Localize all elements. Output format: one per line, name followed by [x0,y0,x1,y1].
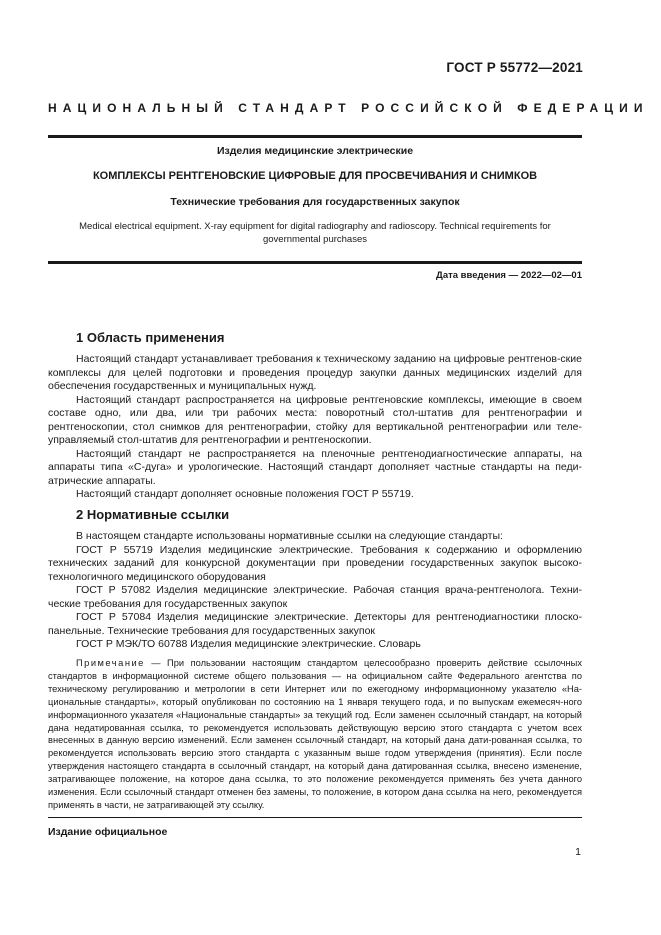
paragraph: Настоящий стандарт дополняет основные положения ГОСТ Р 55719. [76,488,414,500]
note-block [48,657,582,812]
paragraph: В настоящем стандарте использованы нормативные ссылки на следующие стандарты: [76,530,503,542]
section-1-heading: 1 Область применения [76,330,225,345]
paragraph: Настоящий стандарт распространяется на цифровые рентгеновские комплексы, имеющие в своем составе одно, или два, или три рабочих места: поворотный стол-штатив для рентгенографии и рентгеноскопии, стол снимков для рентгенографии, стойку для вертикальной рентгенографии или теле-управляемый стол-штатив для рентгенографии и рентгеноскопии. [48,393,582,446]
footer-divider [48,817,582,818]
section-2-body [48,530,582,652]
english-title-line2: governmental purchases [262,234,368,245]
reference-item: ГОСТ Р 57084 Изделия медицинские электрические. Детекторы для рентгенодиагностики плоско-панельные. Технические требования для государственных закупок [48,611,582,637]
section-2-heading: 2 Нормативные ссылки [76,507,230,522]
english-title-line1: Medical electrical equipment. X-ray equipment for digital radiography and radioscopy. Technical requirements for [79,221,551,232]
reference-item: ГОСТ Р МЭК/ТО 60788 Изделия медицинские электрические. Словарь [76,638,421,650]
gost-number: ГОСТ Р 55772—2021 [446,60,583,75]
reference-item: ГОСТ Р 57082 Изделия медицинские электрические. Рабочая станция врача-рентгенолога. Техни-ческие требования для государственных закупок [48,584,582,610]
note-text: — При пользовании настоящим стандартом целесообразно проверить действие ссылочных стандартов в информационной системе общего пользования — на официальном сайте Федерального агентства по техническому регулированию и метрологии в сети Интернет или по ежегодному информационному указателю «На-циональные стандарты», который опубликован по состоянию на 1 января текущего года, и по выпускам ежемесяч-ного информационного указателя «Национальные стандарты» за текущий год. Если заменен ссылочный стандарт, на который дана недатированная ссылка, то рекомендуется использовать действующую версию этого стандарта с учетом всех внесенных в данную версию изменений. Если заменен ссылочный стандарт, на который дана дати-рованная ссылка, то рекомендуется использовать версию этого стандарта с указанным выше годом утверждения (принятия). Если после утверждения настоящего стандарта в ссылочный стандарт, на который дана датированная ссылка, внесено изменение, затрагивающее положение, на которое дана ссылка, то это положение рекомендуется применять без учета данного изменения. Если ссылочный стандарт отменен без замены, то положение, в котором дана ссылка на него, рекомендуется применять в части, не затрагивающей эту ссылку. [48,658,582,810]
note-label: Примечание [76,658,145,668]
document-title: КОМПЛЕКСЫ РЕНТГЕНОВСКИЕ ЦИФРОВЫЕ ДЛЯ ПРОСВЕЧИВАНИЯ И СНИМКОВ [92,170,538,182]
section-1-body [48,353,582,502]
official-edition-label: Издание официальное [48,826,168,838]
page-number: 1 [575,846,581,858]
note-paragraph [48,657,582,812]
paragraph: Настоящий стандарт не распространяется на пленочные рентгенодиагностические аппараты, на аппараты типа «С-дуга» и урологические. Настоящий стандарт дополняет частные стандарты на педи-атрические аппараты. [48,447,582,487]
reference-item: ГОСТ Р 55719 Изделия медицинские электрические. Требования к содержанию и оформлению технических заданий для конкурсной документации при проведении государственных закупок высоко-технологичного медицинского оборудования [48,543,582,583]
title-subtitle: Технические требования для государственных закупок [170,196,460,208]
introduction-date: Дата введения — 2022—02—01 [436,270,582,281]
national-standard-banner: НАЦИОНАЛЬНЫЙ СТАНДАРТ РОССИЙСКОЙ ФЕДЕРАЦИИ [48,101,649,115]
title-category: Изделия медицинские электрические [216,145,414,157]
english-title [48,220,582,246]
paragraph: Настоящий стандарт устанавливает требования к техническому заданию на цифровые рентгенов-ские комплексы для целей подготовки и проведения процедур закупки данных медицинских изделий для обеспечения государственных и муниципальных нужд. [48,353,582,392]
title-divider [48,261,582,264]
top-divider [48,135,582,138]
